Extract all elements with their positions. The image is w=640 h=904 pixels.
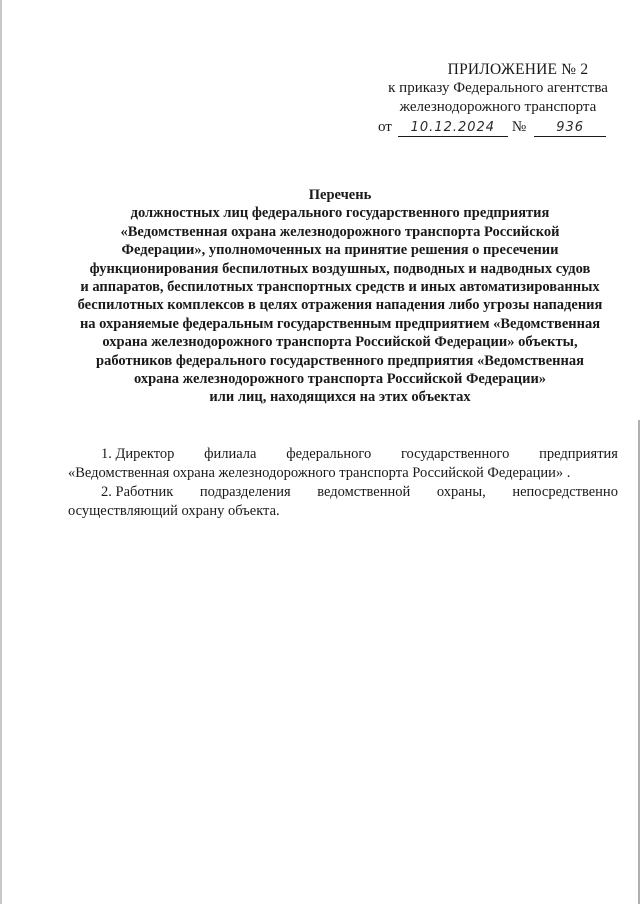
heading-line: беспилотных комплексов в целях отражения нападения либо угрозы нападения [77,297,603,314]
appendix-line-1: к приказу Федерального агентства [388,80,608,96]
heading-line: «Ведомственная охрана железнодорожного транспорта Российской [120,223,560,240]
list-item-continuation: осуществляющий охрану объекта. [68,503,280,519]
order-number-handwritten: 936 [534,119,606,137]
word: 2. Работник [101,484,174,500]
word: государственного [400,446,510,462]
heading-line: или лиц, находящихся на этих объектах [209,389,471,406]
word: федерального [286,446,372,462]
number-label: № [511,119,527,135]
list-item-2 [68,483,618,521]
appendix-requisites [378,118,618,137]
appendix-title: ПРИЛОЖЕНИЕ № 2 [447,61,589,78]
heading-line: должностных лиц федерального государственного предприятия [130,205,550,222]
heading-line: Перечень [308,187,372,203]
word: филиала [204,446,257,462]
heading-line: охрана железнодорожного транспорта Российской Федерации» объекты, [102,334,578,351]
list-item-continuation: «Ведомственная охрана железнодорожного транспорта Российской Федерации» . [68,465,571,481]
list-item-first-line [68,445,618,464]
word: подразделения [199,484,291,500]
appendix-line-2: железнодорожного транспорта [399,99,597,115]
appendix-header [378,60,618,137]
list-item-1 [68,445,618,483]
heading-line: Федерации», уполномоченных на принятие решения о пресечении [121,242,559,259]
word: ведомственной [317,484,411,500]
word: предприятия [539,446,618,462]
heading-line: и аппаратов, беспилотных транспортных средств и иных автоматизированных [80,279,600,296]
heading-line: охрана железнодорожного транспорта Российской Федерации» [133,371,547,388]
list-item-first-line [68,483,618,502]
word: 1. Директор [101,446,175,462]
document-body [68,445,618,521]
scan-edge-left [0,0,2,904]
heading-line: функционирования беспилотных воздушных, подводных и надводных судов [89,260,591,277]
word: охраны, [436,484,486,500]
order-date-handwritten: 10.12.2024 [398,119,508,137]
word: непосредственно [512,484,618,500]
date-label: от [378,119,392,135]
document-heading [60,186,620,407]
heading-line: на охраняемые федеральным государственным предприятием «Ведомственная [79,315,601,332]
heading-line: работников федерального государственного предприятия «Ведомственная [96,352,584,369]
